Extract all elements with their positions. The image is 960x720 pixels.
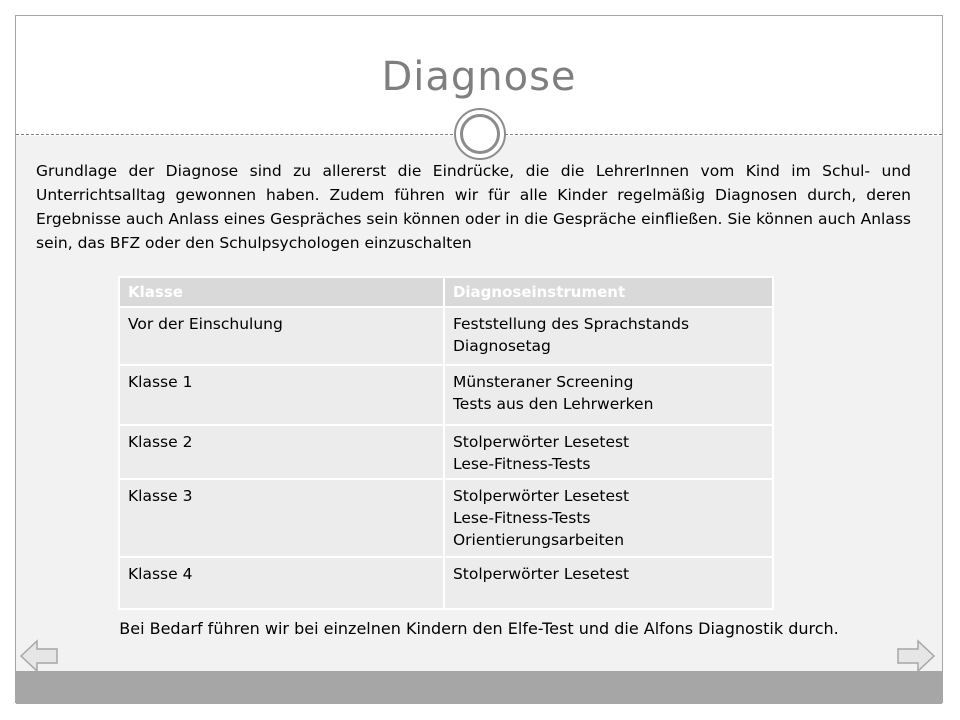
- header-diagnoseinstrument: Diagnoseinstrument: [445, 278, 772, 306]
- bottom-bar: [16, 671, 942, 704]
- cell-klasse: Klasse 3: [120, 480, 443, 556]
- header-klasse: Klasse: [120, 278, 443, 306]
- circle-ornament-icon: [454, 108, 506, 160]
- circle-ornament-inner: [460, 114, 500, 154]
- instrument-line: Stolperwörter Lesetest: [452, 565, 630, 583]
- cell-klasse: Klasse 1: [120, 366, 443, 424]
- instrument-line: Feststellung des Sprachstands: [452, 315, 690, 333]
- cell-diagnoseinstrument: [445, 558, 772, 608]
- instrument-line: Lese-Fitness-Tests: [452, 455, 591, 473]
- diagnosis-table: [118, 276, 774, 610]
- table-row: [120, 480, 772, 556]
- slide: [15, 15, 943, 703]
- instrument-line: Tests aus den Lehrwerken: [452, 395, 654, 413]
- cell-klasse: Klasse 2: [120, 426, 443, 478]
- arrow-left-icon[interactable]: [19, 638, 59, 674]
- cell-klasse: Klasse 4: [120, 558, 443, 608]
- instrument-line: Diagnosetag: [452, 337, 551, 355]
- slide-title: Diagnose: [381, 54, 577, 100]
- table-row: [120, 558, 772, 608]
- table-header-row: [120, 278, 772, 306]
- instrument-line: Münsteraner Screening: [452, 373, 634, 391]
- instrument-line: Orientierungsarbeiten: [452, 531, 625, 549]
- intro-paragraph: Grundlage der Diagnose sind zu allererst die Eindrücke, die die LehrerInnen vom Kind im Schul- und Unterrichtsalltag gewonnen haben. Zudem führen wir für alle Kinder regelmäßig Diagnosen durch, deren Ergebnisse auch Anlass eines Gespräches sein können oder in die Gespräche einfließen. Sie können auch Anlass sein, das BFZ oder den Schulpsychologen einzuschalten: [36, 162, 911, 252]
- table-row: [120, 366, 772, 424]
- cell-diagnoseinstrument: [445, 426, 772, 478]
- instrument-line: Lese-Fitness-Tests: [452, 509, 591, 527]
- cell-diagnoseinstrument: [445, 308, 772, 364]
- cell-klasse: Vor der Einschulung: [120, 308, 443, 364]
- cell-diagnoseinstrument: [445, 480, 772, 556]
- instrument-line: Stolperwörter Lesetest: [452, 433, 630, 451]
- table-row: [120, 308, 772, 364]
- cell-diagnoseinstrument: [445, 366, 772, 424]
- table-row: [120, 426, 772, 478]
- instrument-line: Stolperwörter Lesetest: [452, 487, 630, 505]
- arrow-right-icon[interactable]: [896, 638, 936, 674]
- footer-note: Bei Bedarf führen wir bei einzelnen Kindern den Elfe-Test und die Alfons Diagnostik durch.: [119, 619, 839, 638]
